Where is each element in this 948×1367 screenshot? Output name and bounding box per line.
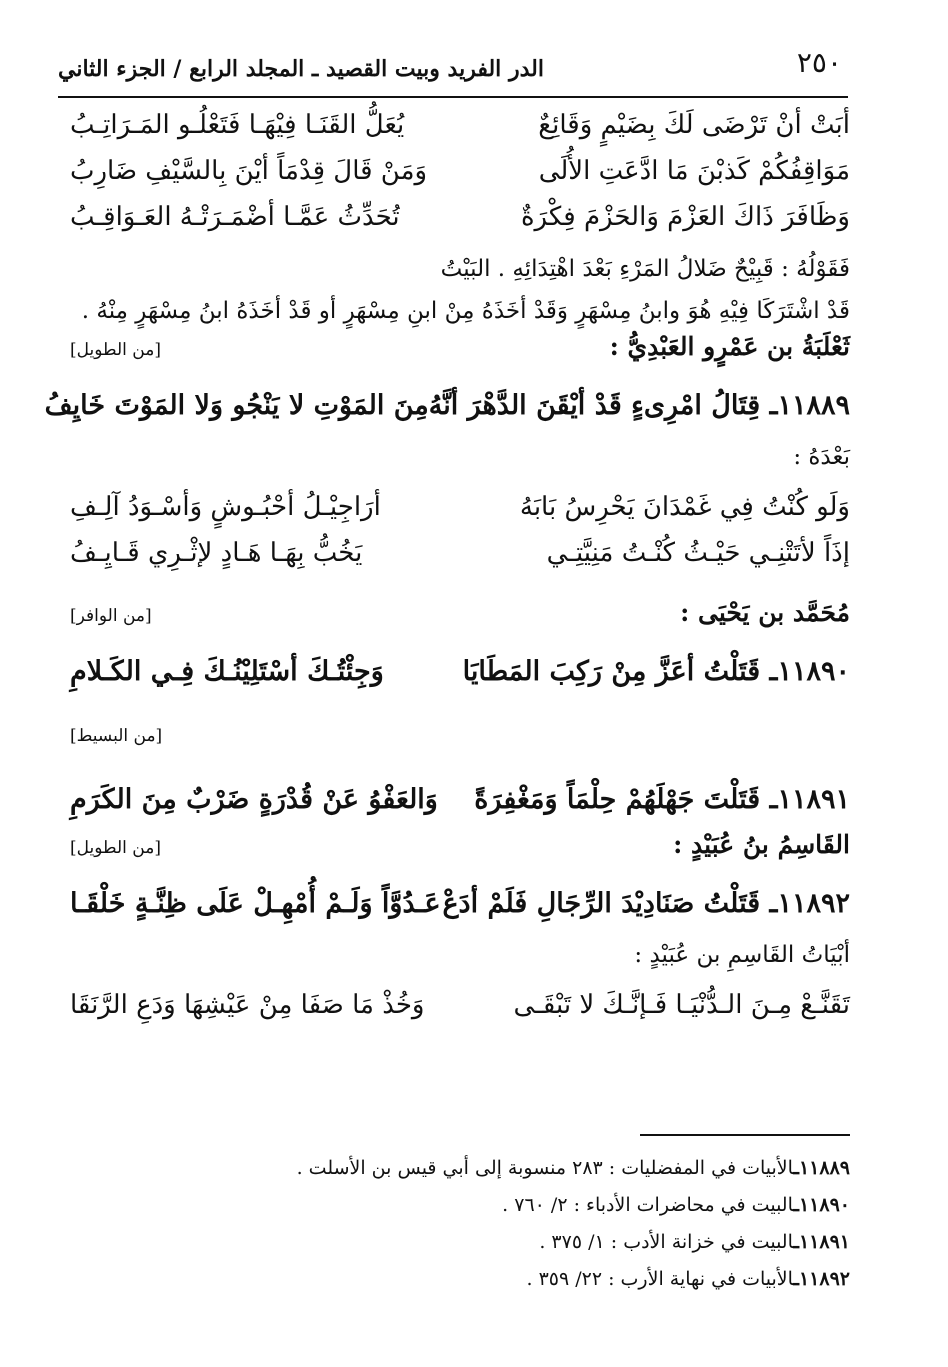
second-hemistich: مِنَ المَوْتِ لا يَنْجُو وَلا المَوْتَ خَايِفُ xyxy=(44,390,429,421)
footnote-text: البيت في خزانة الأدب : ١/ ٣٧٥ . xyxy=(539,1231,794,1253)
first-hemistich: ١١٨٩٠ـ قَتَلْتُ أعَزَّ مِنْ رَكِبَ المَطَايَا xyxy=(462,656,850,687)
first-hemistich: أبَتْ أنْ تَرْضَى لَكَ بِضَيْمٍ وَقَائِعٌ xyxy=(538,110,850,140)
verse-line xyxy=(70,202,850,248)
first-hemistich: إذَاً لأتَتْنِـي حَيْـثُ كُنْـتُ مَنِيَّتِـي xyxy=(546,538,850,568)
poet-name: ثَعْلَبَةُ بن عَمْرٍو العَبْدِيُّ : xyxy=(609,332,850,361)
second-hemistich: وَجِئْتُـكَ أسْتَلِيْنُـكَ فِـي الكَـلامِ xyxy=(70,656,384,687)
meter-label: [من الطويل] xyxy=(70,340,161,360)
second-hemistich: يُعَلُّ القَنَـا فِيْهَـا فَتَعْلُـو المَـرَاتِـبُ xyxy=(70,110,405,140)
verse-line xyxy=(70,990,850,1036)
footnote-rule xyxy=(640,1134,850,1136)
second-hemistich: عَـدُوَّاً وَلَـمْ أُمْهِـلْ عَلَى ظِنَّـةٍ خَلْقَـا xyxy=(70,888,441,919)
footnote xyxy=(70,1150,850,1187)
page-header xyxy=(58,46,848,92)
footnote-number: ١١٨٩٢ـ xyxy=(793,1268,850,1290)
meter-label: [من الوافر] xyxy=(70,606,152,626)
meter-label: [من البسيط] xyxy=(70,726,163,746)
verse-line xyxy=(70,156,850,202)
poet-heading-row xyxy=(70,830,850,874)
poet-heading-row xyxy=(70,332,850,376)
second-hemistich: تُحَدِّثُ عَمَّـا أضْمَـرَتْـهُ العَـوَاقِـبُ xyxy=(70,202,400,232)
first-hemistich: ١١٨٩٢ـ قَتَلْتُ صَنَادِيْدَ الرِّجَالِ فَلَمْ أدَعْ xyxy=(442,888,850,919)
first-hemistich: مَوَاقِفُكُمْ كَذبْنَ مَا ادَّعَتِ الأُلَى xyxy=(538,156,850,186)
first-hemistich: وَلَو كُنْتُ فِي غَمْدَانَ يَحْرِسُ بَابَهُ xyxy=(519,492,850,522)
poet-heading-row xyxy=(70,598,850,642)
footnote-number: ١١٨٨٩ـ xyxy=(793,1157,850,1179)
footnote xyxy=(70,1261,850,1298)
verse-line xyxy=(70,538,850,584)
footnote-text: الأبيات في نهاية الأرب : ٢٢/ ٣٥٩ . xyxy=(526,1268,794,1290)
verse-line xyxy=(70,110,850,156)
second-hemistich: وَخُذْ مَا صَفَا مِنْ عَيْشِهَا وَدَعِ الرَّنَقَا xyxy=(70,990,425,1020)
numbered-verse xyxy=(70,784,850,830)
verse-line xyxy=(70,492,850,538)
meter-label: [من الطويل] xyxy=(70,838,161,858)
poet-name: القَاسِمُ بنُ عُبَيْدٍ : xyxy=(673,830,850,859)
numbered-verse xyxy=(70,888,850,934)
header-rule xyxy=(58,96,848,98)
first-hemistich: تَقَنَّـعْ مِـنَ الـدُّنْيَـا فَـإنَّـكَ لا تَبْقَـى xyxy=(513,990,850,1020)
footnote-text: البيت في محاضرات الأدباء : ٢/ ٧٦٠ . xyxy=(502,1194,794,1216)
page-number: ٢٥٠ xyxy=(796,46,842,79)
numbered-verse xyxy=(70,656,850,702)
poet-name: مُحَمَّد بن يَحْيَى : xyxy=(680,598,850,627)
first-hemistich: ١١٨٨٩ـ قِتَالُ امْرِىءٍ قَدْ أيْقَنَ الدَّهْرَ أنَّهُ xyxy=(428,390,850,421)
first-hemistich: وَظَافَرَ ذَاكَ العَزْمَ وَالحَزْمَ فِكْرَةٌ xyxy=(520,202,850,232)
second-hemistich: وَالعَفْوُ عَنْ قُدْرَةٍ ضَرْبٌ مِنَ الكَرَمِ xyxy=(70,784,438,815)
footnotes xyxy=(70,1150,850,1298)
commentary-line: قَدْ اشْتَرَكَا فِيْهِ هُوَ وابنُ مِسْهَرٍ وَقَدْ أخَذَهُ مِنْ ابنِ مِسْهَرٍ أو قَدْ أخَذَهُ ابنُ مِسْهَرٍ مِنْهُ . xyxy=(81,298,850,324)
footnote-number: ١١٨٩١ـ xyxy=(793,1231,850,1253)
footnote xyxy=(70,1224,850,1261)
poet-heading-row xyxy=(70,726,850,770)
after-label: أبْيَاتُ القَاسِمِ بن عُبَيْدٍ : xyxy=(634,942,850,968)
second-hemistich: يَخُبُّ بِهَـا هَـادٍ لإثْـرِي قَـايِـفُ xyxy=(70,538,363,568)
second-hemistich: أرَاجِيْـلُ أحْبُـوشٍ وَأسْـوَدُ آلِـفِ xyxy=(70,492,381,522)
commentary-line: فَقَوْلُهُ : قَبِيْحٌ ضَلالُ المَرْءِ بَعْدَ اهْتِدَائِهِ . البَيْتُ xyxy=(440,256,850,282)
after-label: بَعْدَهُ : xyxy=(793,444,850,470)
numbered-verse xyxy=(44,390,850,436)
second-hemistich: وَمَنْ قَالَ قِدْمَاً أيْنَ بِالسَّيْفِ ضَارِبُ xyxy=(70,156,428,186)
first-hemistich: ١١٨٩١ـ قَتَلْتَ جَهْلَهُمْ حِلْمَاً وَمَغْفِرَةً xyxy=(474,784,850,815)
page-body xyxy=(44,110,850,1036)
footnote-text: الأبيات في المفضليات : ٢٨٣ منسوبة إلى أبي قيس بن الأسلت . xyxy=(296,1157,794,1179)
footnote xyxy=(70,1187,850,1224)
footnote-number: ١١٨٩٠ـ xyxy=(793,1194,850,1216)
running-title: الدر الفريد وبيت القصيد ـ المجلد الرابع / الجزء الثاني xyxy=(58,56,544,82)
